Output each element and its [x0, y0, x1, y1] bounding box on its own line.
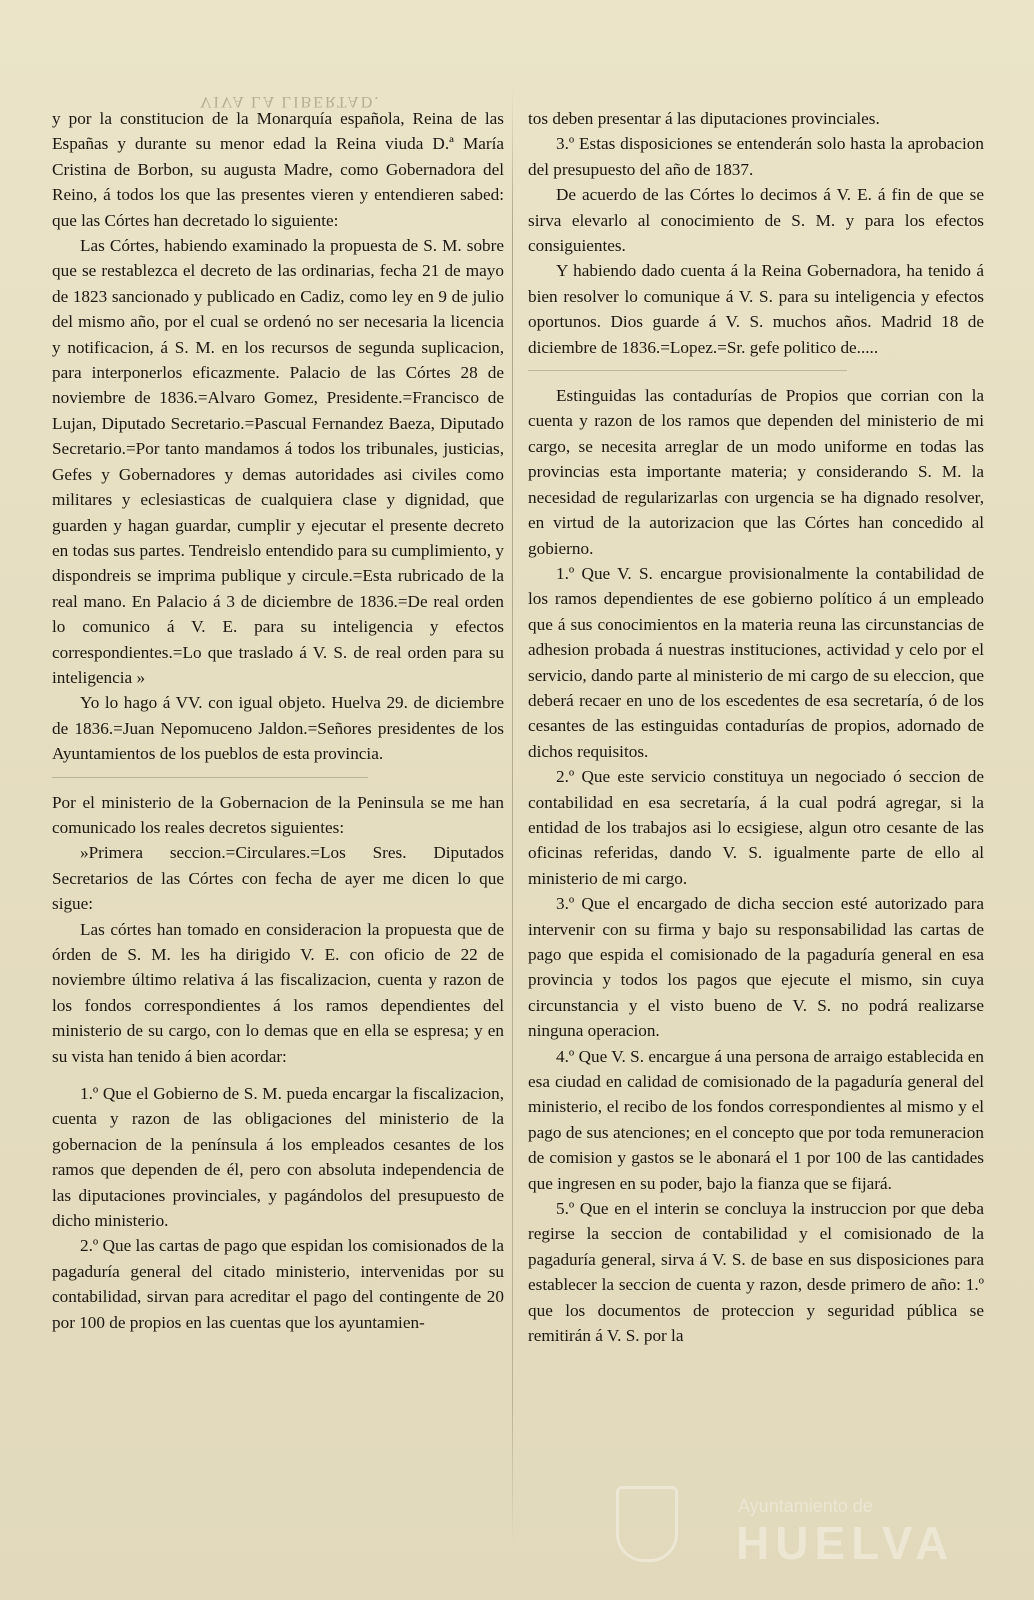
- paragraph: 5.º Que en el interin se concluya la instruccion por que deba regirse la seccion de contabilidad y el comisionado de la pagaduría general, sirva á V. S. de base en sus disposiciones para establecer la seccion de cuenta y razon, desde primero de año: 1.º que los documentos de proteccion y seguridad pública se remitirán á V. S. por la: [528, 1199, 984, 1346]
- left-column: [52, 106, 504, 1335]
- paragraph: Yo lo hago á VV. con igual objeto. Huelva 29. de diciembre de 1836.=Juan Nepomuceno Jaldon.=Señores presidentes de los Ayuntamientos de los pueblos de esta provincia.: [52, 693, 504, 764]
- section-divider: [528, 370, 847, 371]
- paragraph: Las córtes han tomado en consideracion la propuesta que de órden de S. M. les ha dirigido V. E. con oficio de 22 de noviembre último relativa á las fiscalizacion, cuenta y razon de los fondos correspondientes á los ramos dependientes del ministerio de su cargo, con lo demas que en ella se espresa; y en su vista han tenido á bien acordar:: [52, 919, 504, 1066]
- paragraph: 3.º Estas disposiciones se entenderán solo hasta la aprobacion del presupuesto del año de 1837.: [528, 134, 984, 179]
- paragraph: »Primera seccion.=Circulares.=Los Sres. Diputados Secretarios de las Córtes con fecha de ayer me dicen lo que sigue:: [52, 843, 504, 914]
- paragraph: De acuerdo de las Córtes lo decimos á V. E. á fin de que se sirva elevarlo al conocimiento de S. M. y para los efectos consiguientes.: [528, 185, 984, 256]
- paragraph: 3.º Que el encargado de dicha seccion esté autorizado para intervenir con su firma y bajo su responsabilidad las cartas de pago que espida el comisionado de la pagaduría general en esa provincia y todos los pagos que ejecute el mismo, sin cuya circunstancia y el visto bueno de V. S. no podrá realizarse ninguna operacion.: [528, 894, 984, 1041]
- paragraph: 1.º Que el Gobierno de S. M. pueda encargar la fiscalizacion, cuenta y razon de las obligaciones del ministerio de la gobernacion de la península á los empleados cesantes de los ramos que dependen de él, pero con absoluta independencia de las diputaciones provinciales, y pagándolos del presupuesto de dicho ministerio.: [52, 1084, 504, 1231]
- paragraph: 4.º Que V. S. encargue á una persona de arraigo establecida en esa ciudad en calidad de comisionado de la pagaduría general del ministerio, el recibo de los fondos correspondientes al mismo y el pago de sus atenciones; en el concepto que por toda remuneracion de comision y gastos se le abonará el 1 por 100 de las cantidades que ingresen en su poder, bajo la fianza que se fijará.: [528, 1046, 984, 1193]
- paragraph: 2.º Que este servicio constituya un negociado ó seccion de contabilidad en esa secretaría, á la cual podrá agregar, si la entidad de los trabajos asi lo ecsigiese, algun otro cesante de las oficinas referidas, dando V. S. igualmente parte de ello al ministerio de mi cargo.: [528, 767, 984, 888]
- watermark-label: Ayuntamiento de: [738, 1496, 873, 1516]
- paragraph: 2.º Que las cartas de pago que espidan los comisionados de la pagaduría general del citado ministerio, intervenidas por su contabilidad, sirvan para acreditar el pago del contingente de 20 por 100 de propios en las cuentas que los ayuntamien-: [52, 1236, 504, 1332]
- bleed-through-text: VIVA LA LIBERTAD.: [200, 93, 381, 110]
- paragraph: tos deben presentar á las diputaciones provinciales.: [528, 109, 880, 128]
- watermark-logo: [616, 1472, 955, 1572]
- section-divider: [52, 777, 368, 778]
- paragraph: Las Córtes, habiendo examinado la propuesta de S. M. sobre que se restablezca el decreto de las ordinarias, fecha 21 de mayo de 1823 sancionado y publicado en Cadiz, como ley en 9 de julio del mismo año, por el cual se ordenó no ser necesaria la licencia y notificacion, á S. M. en los recursos de segunda suplicacion, para interponerlos eficazmente. Palacio de las Córtes 28 de noviembre de 1836.=Alvaro Gomez, Presidente.=Francisco de Lujan, Diputado Secretario.=Pascual Fernandez Baeza, Diputado Secretario.=Por tanto mandamos á todos los tribunales, justicias, Gefes y Gobernadores y demas autoridades asi civiles como militares y eclesiasticas de cualquiera clase y dignidad, que guarden y hagan guardar, cumplir y ejecutar el presente decreto en todas sus partes. Tendreislo entendido para su cumplimiento, y dispondreis se imprima publique y circule.=Esta rubricado de la real mano. En Palacio á 3 de diciembre de 1836.=De real orden lo comunico á V. E. para su inteligencia y efectos correspondientes.=Lo que traslado á V. S. de real orden para su inteligencia »: [52, 236, 504, 687]
- paragraph: 1.º Que V. S. encargue provisionalmente la contabilidad de los ramos dependientes de ese gobierno político á un empleado que á sus conocimientos en la materia reuna las circunstancias de adhesion probada á nuestras instituciones, actividad y celo por el servicio, dando parte al ministerio de mi cargo de su eleccion, que deberá recaer en uno de los escedentes de esa secretaría, ó de los cesantes de las estinguidas contadurías de propios, adornado de dichos requisitos.: [528, 563, 984, 761]
- paragraph: Por el ministerio de la Gobernacion de la Peninsula se me han comunicado los reales decretos siguientes:: [52, 792, 504, 837]
- paragraph: Estinguidas las contadurías de Propios que corrian con la cuenta y razon de los ramos que dependen del ministerio de mi cargo, se necesita arreglar de un modo uniforme en todas las provincias esta importante materia; y considerando S. M. la necesidad de regularizarlas con urgencia se ha dignado resolver, en virtud de la autorizacion que las Córtes han concedido al gobierno.: [528, 386, 984, 558]
- watermark-title: HUELVA: [736, 1517, 955, 1569]
- shield-icon: [616, 1486, 678, 1562]
- paragraph: Y habiendo dado cuenta á la Reina Gobernadora, ha tenido á bien resolver lo comunique á V. S. para su inteligencia y efectos oportunos. Dios guarde á V. S. muchos años. Madrid 18 de diciembre de 1836.=Lopez.=Sr. gefe politico de.....: [528, 261, 984, 357]
- paragraph: y por la constitucion de la Monarquía española, Reina de las Españas y durante su menor edad la Reina viuda D.ª María Cristina de Borbon, su augusta Madre, como Gobernadora del Reino, á todos los que las presentes vieren y entendieren sabed: que las Córtes han decretado lo siguiente:: [52, 109, 504, 230]
- right-column: [528, 106, 984, 1349]
- column-divider: [512, 86, 513, 1546]
